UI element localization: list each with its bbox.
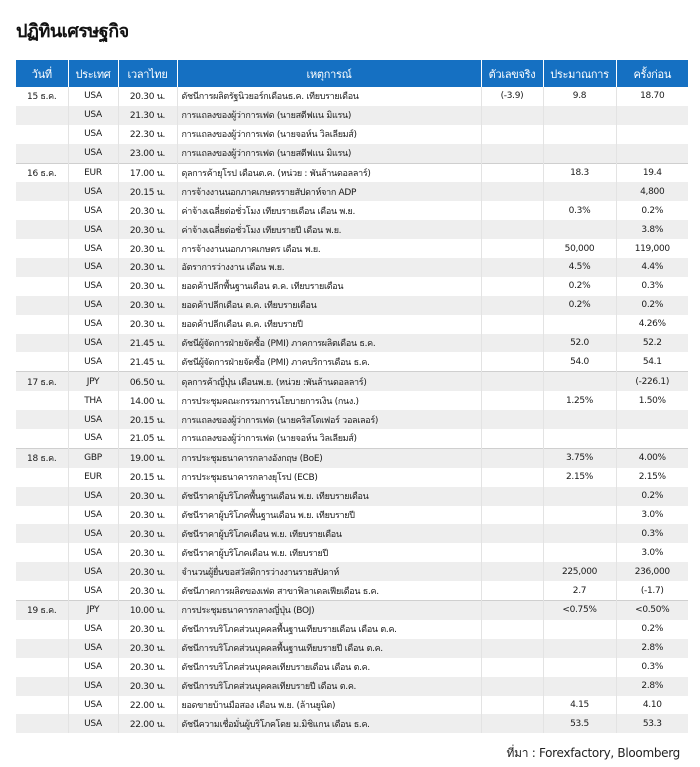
cell-event: การจ้างงานนอกภาคเกษตรรายสัปดาห์จาก ADP bbox=[177, 182, 481, 201]
cell-date bbox=[16, 144, 68, 163]
cell-country: USA bbox=[68, 315, 118, 334]
source-note: ที่มา : Forexfactory, Bloomberg bbox=[506, 746, 680, 760]
cell-time: 20.30 น. bbox=[118, 581, 177, 600]
cell-time: 06.50 น. bbox=[118, 372, 177, 391]
cell-actual bbox=[481, 220, 543, 239]
cell-date bbox=[16, 658, 68, 677]
table-row bbox=[16, 524, 688, 543]
cell-date bbox=[16, 468, 68, 487]
cell-time: 20.30 น. bbox=[118, 658, 177, 677]
cell-previous: 4.10 bbox=[616, 696, 688, 715]
cell-actual bbox=[481, 639, 543, 658]
table-row bbox=[16, 352, 688, 371]
cell-actual bbox=[481, 334, 543, 353]
cell-date bbox=[16, 220, 68, 239]
cell-actual bbox=[481, 163, 543, 182]
cell-forecast: 4.5% bbox=[543, 258, 616, 277]
cell-actual bbox=[481, 506, 543, 525]
cell-country: USA bbox=[68, 487, 118, 506]
cell-actual bbox=[481, 144, 543, 163]
cell-country: JPY bbox=[68, 601, 118, 620]
cell-previous: 18.70 bbox=[616, 87, 688, 106]
cell-forecast bbox=[543, 677, 616, 696]
cell-event: การแถลงของผู้ว่าการเฟด (นายคริสโตเฟอร์ วอลเลอร์) bbox=[177, 410, 481, 429]
cell-country: USA bbox=[68, 696, 118, 715]
header-previous: ครั้งก่อน bbox=[616, 60, 688, 87]
cell-previous: 2.8% bbox=[616, 639, 688, 658]
cell-previous: 2.8% bbox=[616, 677, 688, 696]
cell-forecast: 9.8 bbox=[543, 87, 616, 106]
table-row bbox=[16, 677, 688, 696]
cell-date bbox=[16, 296, 68, 315]
cell-actual bbox=[481, 581, 543, 600]
cell-time: 20.30 น. bbox=[118, 315, 177, 334]
cell-forecast: 53.5 bbox=[543, 714, 616, 733]
header-actual: ตัวเลขจริง bbox=[481, 60, 543, 87]
cell-date bbox=[16, 524, 68, 543]
cell-time: 20.30 น. bbox=[118, 639, 177, 658]
cell-event: ดัชนีการบริโภคส่วนบุคคลเทียบรายปี เดือน ต.ค. bbox=[177, 677, 481, 696]
cell-actual bbox=[481, 677, 543, 696]
cell-country: USA bbox=[68, 277, 118, 296]
table-row bbox=[16, 220, 688, 239]
cell-event: ดัชนีราคาผู้บริโภคพื้นฐานเดือน พ.ย. เทียบรายเดือน bbox=[177, 487, 481, 506]
cell-previous: 0.2% bbox=[616, 487, 688, 506]
cell-event: ดุลการค้าญี่ปุ่น เดือนพ.ย. (หน่วย :พันล้านดอลลาร์) bbox=[177, 372, 481, 391]
cell-actual bbox=[481, 562, 543, 581]
cell-event: ยอดค้าปลีกเดือน ต.ค. เทียบรายเดือน bbox=[177, 296, 481, 315]
cell-previous: 4.4% bbox=[616, 258, 688, 277]
cell-forecast bbox=[543, 487, 616, 506]
table-row bbox=[16, 315, 688, 334]
cell-country: USA bbox=[68, 125, 118, 144]
cell-forecast bbox=[543, 182, 616, 201]
cell-actual bbox=[481, 106, 543, 125]
cell-previous bbox=[616, 429, 688, 448]
cell-date bbox=[16, 696, 68, 715]
cell-actual bbox=[481, 601, 543, 620]
cell-event: การประชุมธนาคารกลางญี่ปุ่น (BOJ) bbox=[177, 601, 481, 620]
table-row bbox=[16, 106, 688, 125]
cell-date bbox=[16, 677, 68, 696]
cell-previous: 52.2 bbox=[616, 334, 688, 353]
cell-forecast bbox=[543, 543, 616, 562]
table-row bbox=[16, 144, 688, 163]
cell-time: 20.30 น. bbox=[118, 201, 177, 220]
table-row bbox=[16, 201, 688, 220]
cell-date: 16 ธ.ค. bbox=[16, 163, 68, 182]
cell-date bbox=[16, 334, 68, 353]
cell-previous: 4,800 bbox=[616, 182, 688, 201]
cell-time: 20.15 น. bbox=[118, 410, 177, 429]
cell-previous: 53.3 bbox=[616, 714, 688, 733]
cell-actual bbox=[481, 543, 543, 562]
cell-country: USA bbox=[68, 182, 118, 201]
cell-time: 20.30 น. bbox=[118, 487, 177, 506]
cell-time: 22.30 น. bbox=[118, 125, 177, 144]
cell-forecast bbox=[543, 620, 616, 639]
table-header-row bbox=[16, 60, 688, 87]
cell-country: USA bbox=[68, 677, 118, 696]
cell-actual bbox=[481, 125, 543, 144]
cell-actual bbox=[481, 391, 543, 410]
cell-actual: (-3.9) bbox=[481, 87, 543, 106]
cell-event: ดัชนีราคาผู้บริโภคเดือน พ.ย. เทียบรายปี bbox=[177, 543, 481, 562]
table-row bbox=[16, 448, 688, 467]
table-row bbox=[16, 714, 688, 733]
cell-actual bbox=[481, 258, 543, 277]
cell-country: USA bbox=[68, 658, 118, 677]
cell-date bbox=[16, 277, 68, 296]
cell-time: 21.45 น. bbox=[118, 334, 177, 353]
cell-country: USA bbox=[68, 334, 118, 353]
cell-time: 20.30 น. bbox=[118, 543, 177, 562]
cell-previous: 1.50% bbox=[616, 391, 688, 410]
cell-previous: 236,000 bbox=[616, 562, 688, 581]
cell-event: ดัชนีการบริโภคส่วนบุคคลเทียบรายเดือน เดือน ต.ค. bbox=[177, 658, 481, 677]
cell-time: 22.00 น. bbox=[118, 714, 177, 733]
table-row bbox=[16, 562, 688, 581]
table-row bbox=[16, 601, 688, 620]
cell-time: 20.30 น. bbox=[118, 258, 177, 277]
table-row bbox=[16, 334, 688, 353]
cell-forecast: 4.15 bbox=[543, 696, 616, 715]
cell-actual bbox=[481, 410, 543, 429]
cell-time: 10.00 น. bbox=[118, 601, 177, 620]
cell-country: USA bbox=[68, 296, 118, 315]
cell-forecast bbox=[543, 429, 616, 448]
cell-date bbox=[16, 182, 68, 201]
header-time: เวลาไทย bbox=[118, 60, 177, 87]
cell-time: 20.30 น. bbox=[118, 87, 177, 106]
cell-time: 20.15 น. bbox=[118, 468, 177, 487]
cell-forecast: 50,000 bbox=[543, 239, 616, 258]
cell-actual bbox=[481, 714, 543, 733]
cell-country: USA bbox=[68, 506, 118, 525]
cell-event: ดัชนีผู้จัดการฝ่ายจัดซื้อ (PMI) ภาคบริการเดือน ธ.ค. bbox=[177, 352, 481, 371]
cell-country: USA bbox=[68, 429, 118, 448]
header-event: เหตุการณ์ bbox=[177, 60, 481, 87]
cell-country: USA bbox=[68, 87, 118, 106]
cell-event: ดัชนีการบริโภคส่วนบุคคลพื้นฐานเทียบรายปี เดือน ต.ค. bbox=[177, 639, 481, 658]
cell-time: 21.30 น. bbox=[118, 106, 177, 125]
cell-forecast: 0.2% bbox=[543, 296, 616, 315]
cell-date bbox=[16, 714, 68, 733]
cell-date bbox=[16, 429, 68, 448]
cell-country: USA bbox=[68, 258, 118, 277]
table-row bbox=[16, 639, 688, 658]
cell-actual bbox=[481, 296, 543, 315]
cell-previous: (-226.1) bbox=[616, 372, 688, 391]
cell-country: USA bbox=[68, 714, 118, 733]
cell-forecast bbox=[543, 372, 616, 391]
cell-country: USA bbox=[68, 352, 118, 371]
cell-time: 20.30 น. bbox=[118, 620, 177, 639]
table-row bbox=[16, 429, 688, 448]
cell-forecast bbox=[543, 315, 616, 334]
cell-forecast bbox=[543, 144, 616, 163]
cell-actual bbox=[481, 182, 543, 201]
cell-previous: 3.0% bbox=[616, 506, 688, 525]
cell-country: USA bbox=[68, 581, 118, 600]
cell-previous: 0.2% bbox=[616, 201, 688, 220]
cell-date: 18 ธ.ค. bbox=[16, 448, 68, 467]
cell-forecast: 0.2% bbox=[543, 277, 616, 296]
cell-previous bbox=[616, 144, 688, 163]
cell-event: ดัชนีการบริโภคส่วนบุคคลพื้นฐานเทียบรายเดือน เดือน ต.ค. bbox=[177, 620, 481, 639]
cell-date bbox=[16, 581, 68, 600]
cell-event: ยอดค้าปลีกพื้นฐานเดือน ต.ค. เทียบรายเดือน bbox=[177, 277, 481, 296]
cell-time: 20.30 น. bbox=[118, 506, 177, 525]
cell-forecast bbox=[543, 506, 616, 525]
cell-event: การจ้างงานนอกภาคเกษตร เดือน พ.ย. bbox=[177, 239, 481, 258]
cell-forecast: 225,000 bbox=[543, 562, 616, 581]
cell-event: การประชุมธนาคารกลางอังกฤษ (BoE) bbox=[177, 448, 481, 467]
cell-event: ดัชนีการผลิตรัฐนิวยอร์กเดือนธ.ค. เทียบรายเดือน bbox=[177, 87, 481, 106]
cell-previous: 2.15% bbox=[616, 468, 688, 487]
table-row bbox=[16, 239, 688, 258]
cell-date bbox=[16, 487, 68, 506]
cell-previous bbox=[616, 106, 688, 125]
cell-actual bbox=[481, 352, 543, 371]
cell-event: ดัชนีผู้จัดการฝ่ายจัดซื้อ (PMI) ภาคการผลิตเดือน ธ.ค. bbox=[177, 334, 481, 353]
cell-forecast bbox=[543, 410, 616, 429]
table-row bbox=[16, 87, 688, 106]
cell-actual bbox=[481, 372, 543, 391]
cell-country: EUR bbox=[68, 163, 118, 182]
cell-event: ดัชนีความเชื่อมั่นผู้บริโภคโดย ม.มิชิแกน เดือน ธ.ค. bbox=[177, 714, 481, 733]
cell-previous: 3.8% bbox=[616, 220, 688, 239]
cell-time: 20.30 น. bbox=[118, 220, 177, 239]
cell-country: USA bbox=[68, 620, 118, 639]
cell-country: JPY bbox=[68, 372, 118, 391]
table-row bbox=[16, 620, 688, 639]
cell-time: 23.00 น. bbox=[118, 144, 177, 163]
table-row bbox=[16, 543, 688, 562]
cell-time: 20.30 น. bbox=[118, 677, 177, 696]
table-row bbox=[16, 468, 688, 487]
table-row bbox=[16, 125, 688, 144]
cell-country: EUR bbox=[68, 468, 118, 487]
cell-actual bbox=[481, 448, 543, 467]
cell-country: USA bbox=[68, 106, 118, 125]
cell-date bbox=[16, 125, 68, 144]
cell-event: ดัชนีราคาผู้บริโภคเดือน พ.ย. เทียบรายเดือน bbox=[177, 524, 481, 543]
cell-date bbox=[16, 543, 68, 562]
cell-event: จำนวนผู้ยื่นขอสวัสดิการว่างงานรายสัปดาห์ bbox=[177, 562, 481, 581]
cell-date bbox=[16, 315, 68, 334]
table-row bbox=[16, 506, 688, 525]
economic-calendar-table bbox=[16, 60, 688, 733]
cell-previous: 0.3% bbox=[616, 277, 688, 296]
header-country: ประเทศ bbox=[68, 60, 118, 87]
cell-event: ดัชนีราคาผู้บริโภคพื้นฐานเดือน พ.ย. เทียบรายปี bbox=[177, 506, 481, 525]
cell-time: 20.30 น. bbox=[118, 296, 177, 315]
cell-country: USA bbox=[68, 524, 118, 543]
table-row bbox=[16, 410, 688, 429]
cell-country: USA bbox=[68, 220, 118, 239]
cell-actual bbox=[481, 239, 543, 258]
header-date: วันที่ bbox=[16, 60, 68, 87]
table-row bbox=[16, 696, 688, 715]
cell-event: การแถลงของผู้ว่าการเฟด (นายสตีฟแน มิแรน) bbox=[177, 144, 481, 163]
cell-date bbox=[16, 639, 68, 658]
cell-date bbox=[16, 410, 68, 429]
cell-date: 15 ธ.ค. bbox=[27, 92, 57, 103]
table-body bbox=[16, 87, 688, 733]
cell-time: 19.00 น. bbox=[118, 448, 177, 467]
cell-time: 17.00 น. bbox=[118, 163, 177, 182]
cell-previous bbox=[616, 410, 688, 429]
cell-country: USA bbox=[68, 639, 118, 658]
cell-date bbox=[16, 562, 68, 581]
cell-actual bbox=[481, 315, 543, 334]
cell-country: USA bbox=[68, 410, 118, 429]
cell-previous: 0.2% bbox=[616, 296, 688, 315]
table-row bbox=[16, 296, 688, 315]
cell-event: การแถลงของผู้ว่าการเฟด (นายสตีฟแน มิแรน) bbox=[177, 106, 481, 125]
cell-date bbox=[16, 239, 68, 258]
cell-country: USA bbox=[68, 543, 118, 562]
cell-forecast: 18.3 bbox=[543, 163, 616, 182]
cell-forecast: <0.75% bbox=[543, 601, 616, 620]
cell-previous: 4.26% bbox=[616, 315, 688, 334]
cell-date bbox=[16, 352, 68, 371]
cell-actual bbox=[481, 487, 543, 506]
cell-forecast bbox=[543, 658, 616, 677]
cell-previous: <0.50% bbox=[616, 601, 688, 620]
cell-date bbox=[16, 201, 68, 220]
cell-date: 17 ธ.ค. bbox=[16, 372, 68, 391]
cell-event: ดัชนีภาคการผลิตของเฟด สาขาฟิลาเดลเฟียเดือน ธ.ค. bbox=[177, 581, 481, 600]
cell-actual bbox=[481, 658, 543, 677]
cell-forecast bbox=[543, 524, 616, 543]
cell-event: ดุลการค้ายุโรป เดือนต.ค. (หน่วย : พันล้านดอลลาร์) bbox=[177, 163, 481, 182]
cell-forecast: 3.75% bbox=[543, 448, 616, 467]
cell-previous: 0.2% bbox=[616, 620, 688, 639]
cell-forecast bbox=[543, 220, 616, 239]
cell-date bbox=[16, 506, 68, 525]
cell-event: การประชุมธนาคารกลางยุโรป (ECB) bbox=[177, 468, 481, 487]
cell-event: การประชุมคณะกรรมการนโยบายการเงิน (กนง.) bbox=[177, 391, 481, 410]
cell-country: USA bbox=[68, 201, 118, 220]
cell-actual bbox=[481, 524, 543, 543]
cell-forecast bbox=[543, 125, 616, 144]
cell-time: 22.00 น. bbox=[118, 696, 177, 715]
cell-forecast bbox=[543, 106, 616, 125]
cell-forecast: 52.0 bbox=[543, 334, 616, 353]
cell-actual bbox=[481, 620, 543, 639]
cell-date bbox=[16, 106, 68, 125]
cell-time: 21.45 น. bbox=[118, 352, 177, 371]
cell-event: การแถลงของผู้ว่าการเฟด (นายจอห์น วิลเลียมส์) bbox=[177, 125, 481, 144]
cell-event: การแถลงของผู้ว่าการเฟด (นายจอห์น วิลเลียมส์) bbox=[177, 429, 481, 448]
table-row bbox=[16, 277, 688, 296]
cell-time: 20.15 น. bbox=[118, 182, 177, 201]
table-row bbox=[16, 658, 688, 677]
table-row bbox=[16, 487, 688, 506]
cell-forecast: 2.15% bbox=[543, 468, 616, 487]
cell-forecast bbox=[543, 639, 616, 658]
cell-actual bbox=[481, 201, 543, 220]
cell-previous: 119,000 bbox=[616, 239, 688, 258]
cell-forecast: 0.3% bbox=[543, 201, 616, 220]
table-row bbox=[16, 163, 688, 182]
cell-country: USA bbox=[68, 239, 118, 258]
cell-country: THA bbox=[68, 391, 118, 410]
cell-actual bbox=[481, 696, 543, 715]
table-row bbox=[16, 581, 688, 600]
table-row bbox=[16, 391, 688, 410]
cell-actual bbox=[481, 468, 543, 487]
cell-forecast: 1.25% bbox=[543, 391, 616, 410]
header-forecast: ประมาณการ bbox=[543, 60, 616, 87]
cell-date bbox=[16, 620, 68, 639]
cell-time: 21.05 น. bbox=[118, 429, 177, 448]
cell-country: USA bbox=[68, 144, 118, 163]
cell-forecast: 54.0 bbox=[543, 352, 616, 371]
table-row bbox=[16, 258, 688, 277]
cell-time: 20.30 น. bbox=[118, 524, 177, 543]
cell-event: ยอดค้าปลีกเดือน ต.ค. เทียบรายปี bbox=[177, 315, 481, 334]
cell-previous: 19.4 bbox=[616, 163, 688, 182]
cell-previous: (-1.7) bbox=[616, 581, 688, 600]
cell-country: USA bbox=[68, 562, 118, 581]
cell-event: ค่าจ้างเฉลี่ยต่อชั่วโมง เทียบรายปี เดือน พ.ย. bbox=[177, 220, 481, 239]
cell-actual bbox=[481, 429, 543, 448]
table-row bbox=[16, 372, 688, 391]
cell-date bbox=[16, 391, 68, 410]
cell-time: 20.30 น. bbox=[118, 562, 177, 581]
page-title: ปฏิทินเศรษฐกิจ bbox=[16, 21, 129, 42]
cell-event: อัตราการว่างงาน เดือน พ.ย. bbox=[177, 258, 481, 277]
cell-previous: 4.00% bbox=[616, 448, 688, 467]
cell-date bbox=[16, 258, 68, 277]
cell-previous: 3.0% bbox=[616, 543, 688, 562]
cell-date: 19 ธ.ค. bbox=[16, 601, 68, 620]
cell-time: 20.30 น. bbox=[118, 239, 177, 258]
cell-event: ยอดขายบ้านมือสอง เดือน พ.ย. (ล้านยูนิต) bbox=[177, 696, 481, 715]
cell-actual bbox=[481, 277, 543, 296]
cell-country: GBP bbox=[68, 448, 118, 467]
cell-previous bbox=[616, 125, 688, 144]
cell-time: 20.30 น. bbox=[118, 277, 177, 296]
cell-previous: 54.1 bbox=[616, 352, 688, 371]
cell-forecast: 2.7 bbox=[543, 581, 616, 600]
cell-previous: 0.3% bbox=[616, 658, 688, 677]
cell-time: 14.00 น. bbox=[118, 391, 177, 410]
cell-event: ค่าจ้างเฉลี่ยต่อชั่วโมง เทียบรายเดือน เดือน พ.ย. bbox=[177, 201, 481, 220]
cell-previous: 0.3% bbox=[616, 524, 688, 543]
table-row bbox=[16, 182, 688, 201]
